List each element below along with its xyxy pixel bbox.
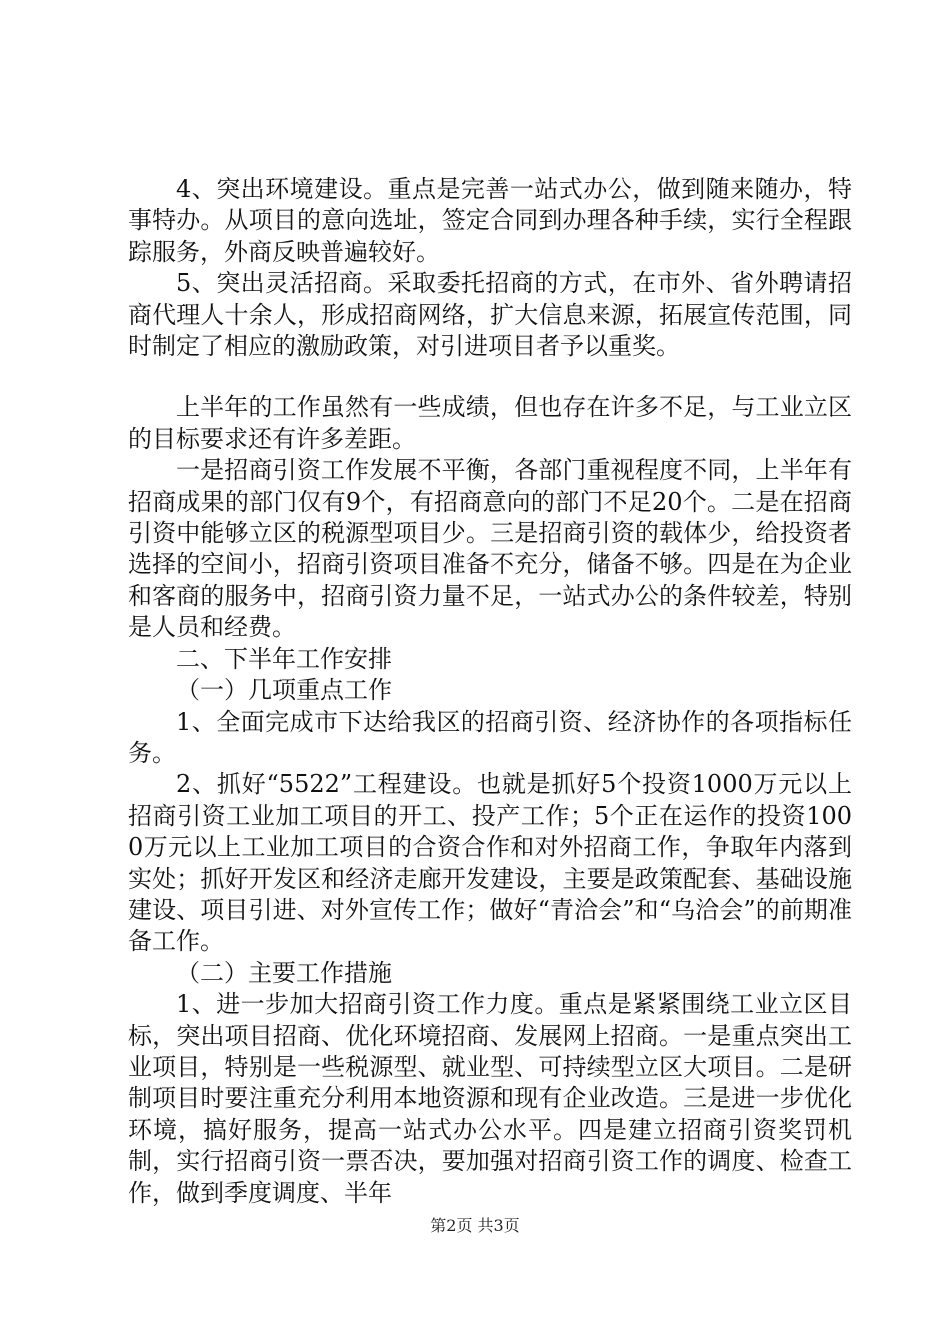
page-number-footer: 第2页 共3页: [430, 1216, 520, 1235]
paragraph-flexible-investment: 5、突出灵活招商。采取委托招商的方式，在市外、省外聘请招商代理人十余人，形成招商网络，扩大信息来源，拓展宣传范围，同时制定了相应的激励政策，对引进项目者予以重奖。: [128, 269, 852, 361]
paragraph-measure-1: 1、进一步加大招商引资工作力度。重点是紧紧围绕工业立区目标，突出项目招商、优化环境招商、发展网上招商。一是重点突出工业项目，特别是一些税源型、就业型、可持续型立区大项目。二是研制项目时要注重充分利用本地资源和现有企业改造。三是进一步优化环境，搞好服务，提高一站式办公水平。四是建立招商引资奖罚机制，实行招商引资一票否决，要加强对招商引资工作的调度、检查工作，做到季度调度、半年: [128, 990, 852, 1207]
paragraph-task-1: 1、全面完成市下达给我区的招商引资、经济协作的各项指标任务。: [128, 707, 852, 767]
subheading-key-tasks: （一）几项重点工作: [176, 676, 392, 705]
subheading-main-measures: （二）主要工作措施: [176, 958, 392, 987]
paragraph-environment-construction: 4、突出环境建设。重点是完善一站式办公，做到随来随办，特事特办。从项目的意向选址，签定合同到办理各种手续，实行全程跟踪服务，外商反映普遍较好。: [128, 175, 852, 266]
paragraph-task-2: 2、抓好“5522”工程建设。也就是抓好5个投资1000万元以上招商引资工业加工项目的开工、投产工作；5个正在运作的投资1000万元以上工业加工项目的合资合作和对外招商工作，争取年内落到实处；抓好开发区和经济走廊开发建设，主要是政策配套、基础设施建设、项目引进、对外宣传工作；做好“青洽会”和“乌洽会”的前期准备工作。: [128, 770, 852, 956]
paragraph-half-year-summary: 上半年的工作虽然有一些成绩，但也存在许多不足，与工业立区的目标要求还有许多差距。: [128, 393, 852, 453]
document-body: [128, 174, 852, 1209]
section-heading-second-half-plan: 二、下半年工作安排: [176, 644, 392, 673]
paragraph-shortcomings: 一是招商引资工作发展不平衡，各部门重视程度不同，上半年有招商成果的部门仅有9个，有招商意向的部门不足20个。二是在招商引资中能够立区的税源型项目少。三是招商引资的载体少，给投资者选择的空间小，招商引资项目准备不充分，储备不够。四是在为企业和客商的服务中，招商引资力量不足，一站式办公的条件较差，特别是人员和经费。: [128, 456, 852, 642]
